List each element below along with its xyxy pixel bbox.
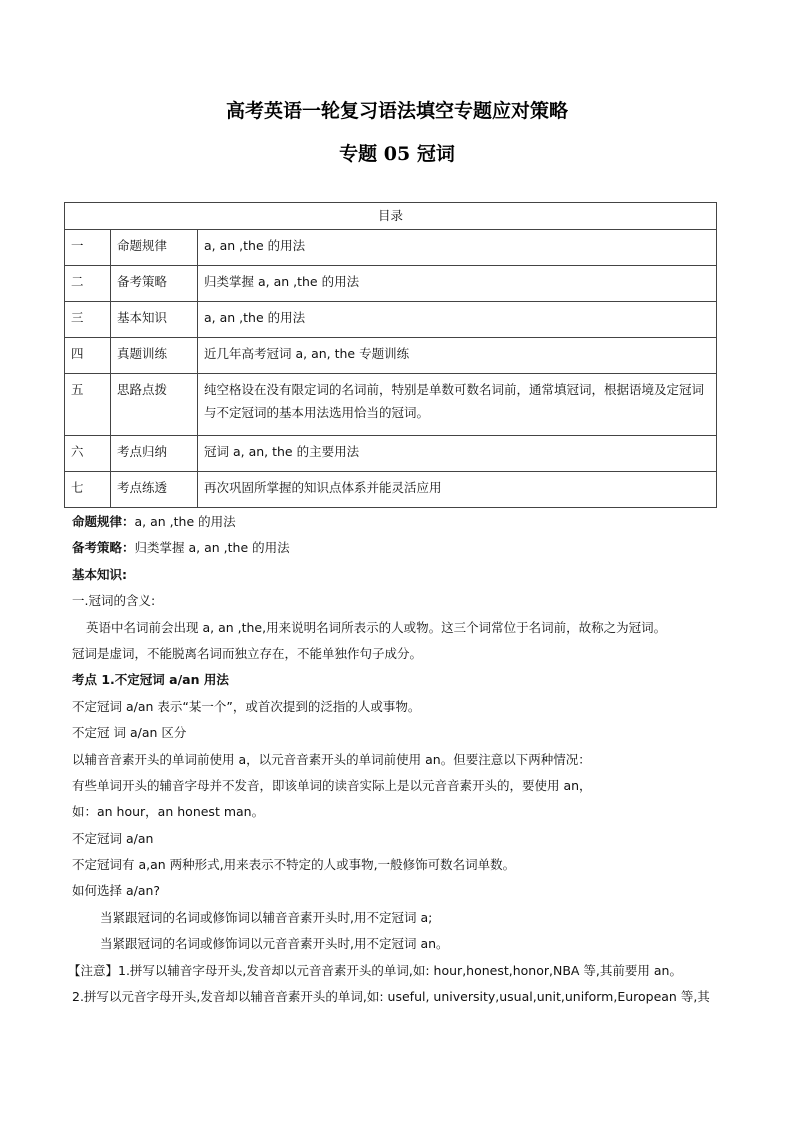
toc-row (65, 338, 717, 374)
toc-row-name: 思路点拨 (111, 374, 198, 436)
toc-row-number: 二 (65, 266, 111, 302)
toc-row-name: 考点归纳 (111, 436, 198, 472)
section-text: 归类掌握 a, an ,the 的用法 (134, 540, 290, 556)
paragraph: 不定冠词 a/an 表示“某一个”，或首次提到的泛指的人或事物。 (72, 698, 421, 714)
paragraph: 英语中名词前会出现 a, an ,the,用来说明名词所表示的人或物。这三个词常位于名词前，故称之为冠词。 (86, 619, 667, 635)
toc-header: 目录 (65, 203, 717, 230)
toc-row-name: 考点练透 (111, 472, 198, 508)
toc-row-desc: 纯空格设在没有限定词的名词前，特别是单数可数名词前，通常填冠词，根据语境及定冠词与不定冠词的基本用法选用恰当的冠词。 (198, 374, 717, 436)
section-text: a, an ,the 的用法 (134, 514, 236, 529)
paragraph: 有些单词开头的辅音字母并不发音，即该单词的读音实际上是以元音音素开头的，要使用 an， (72, 777, 592, 793)
toc-row (65, 436, 717, 472)
paragraph: 不定冠词有 a,an 两种形式,用来表示不特定的人或事物,一般修饰可数名词单数。 (72, 857, 516, 873)
paragraph: 以辅音音素开头的单词前使用 a，以元音音素开头的单词前使用 an。但要注意以下两种情况： (72, 751, 591, 767)
toc-row-name: 备考策略 (111, 266, 198, 302)
toc-row-desc: a, an ,the 的用法 (198, 302, 717, 338)
section-heading: 考点 1.不定冠词 a/an 用法 (72, 672, 229, 688)
paragraph: 【注意】1.拼写以辅音字母开头,发音却以元音音素开头的单词,如: hour,honest,honor,NBA 等,其前要用 an。 (68, 962, 682, 978)
paragraph: 不定冠 词 a/an 区分 (72, 725, 187, 741)
paragraph: 不定冠词 a/an (72, 830, 154, 846)
toc-row (65, 230, 717, 266)
document-subtitle: 专题 05 冠词 (339, 143, 455, 165)
document-title: 高考英语一轮复习语法填空专题应对策略 (225, 100, 568, 122)
section-label: 命题规律： (72, 514, 135, 529)
toc-row-desc: a, an ,the 的用法 (198, 230, 717, 266)
paragraph: 冠词是虚词，不能脱离名词而独立存在，不能单独作句子成分。 (72, 645, 423, 661)
toc-row (65, 302, 717, 338)
toc-row-name: 基本知识 (111, 302, 198, 338)
toc-row-desc: 冠词 a, an, the 的主要用法 (198, 436, 717, 472)
paragraph: 如何选择 a/an? (72, 883, 161, 899)
toc-row (65, 472, 717, 508)
toc-row-number: 七 (65, 472, 111, 508)
toc-row (65, 266, 717, 302)
toc-row-number: 三 (65, 302, 111, 338)
document-body (68, 509, 722, 1010)
section-label: 备考策略： (72, 540, 135, 556)
paragraph: 如：an hour，an honest man。 (72, 804, 265, 820)
toc-row-desc: 再次巩固所掌握的知识点体系并能灵活应用 (198, 472, 717, 508)
toc-row-desc: 近几年高考冠词 a, an, the 专题训练 (198, 338, 717, 374)
paragraph (72, 509, 722, 535)
paragraph: 当紧跟冠词的名词或修饰词以辅音音素开头时,用不定冠词 a; (100, 909, 433, 925)
section-heading: 基本知识: (72, 566, 127, 582)
paragraph (72, 535, 722, 561)
toc-row-desc: 归类掌握 a, an ,the 的用法 (198, 266, 717, 302)
toc-row (65, 374, 717, 436)
paragraph: 2.拼写以元音字母开头,发音却以辅音音素开头的单词,如: useful, university,usual,unit,uniform,European 等,其 (72, 989, 710, 1005)
toc-table (64, 202, 717, 508)
paragraph: 当紧跟冠词的名词或修饰词以元音音素开头时,用不定冠词 an。 (100, 936, 449, 952)
toc-row-number: 五 (65, 374, 111, 436)
paragraph: 一.冠词的含义: (72, 593, 156, 609)
toc-row-name: 真题训练 (111, 338, 198, 374)
toc-row-number: 四 (65, 338, 111, 374)
toc-row-number: 六 (65, 436, 111, 472)
toc-row-number: 一 (65, 230, 111, 266)
toc-row-name: 命题规律 (111, 230, 198, 266)
